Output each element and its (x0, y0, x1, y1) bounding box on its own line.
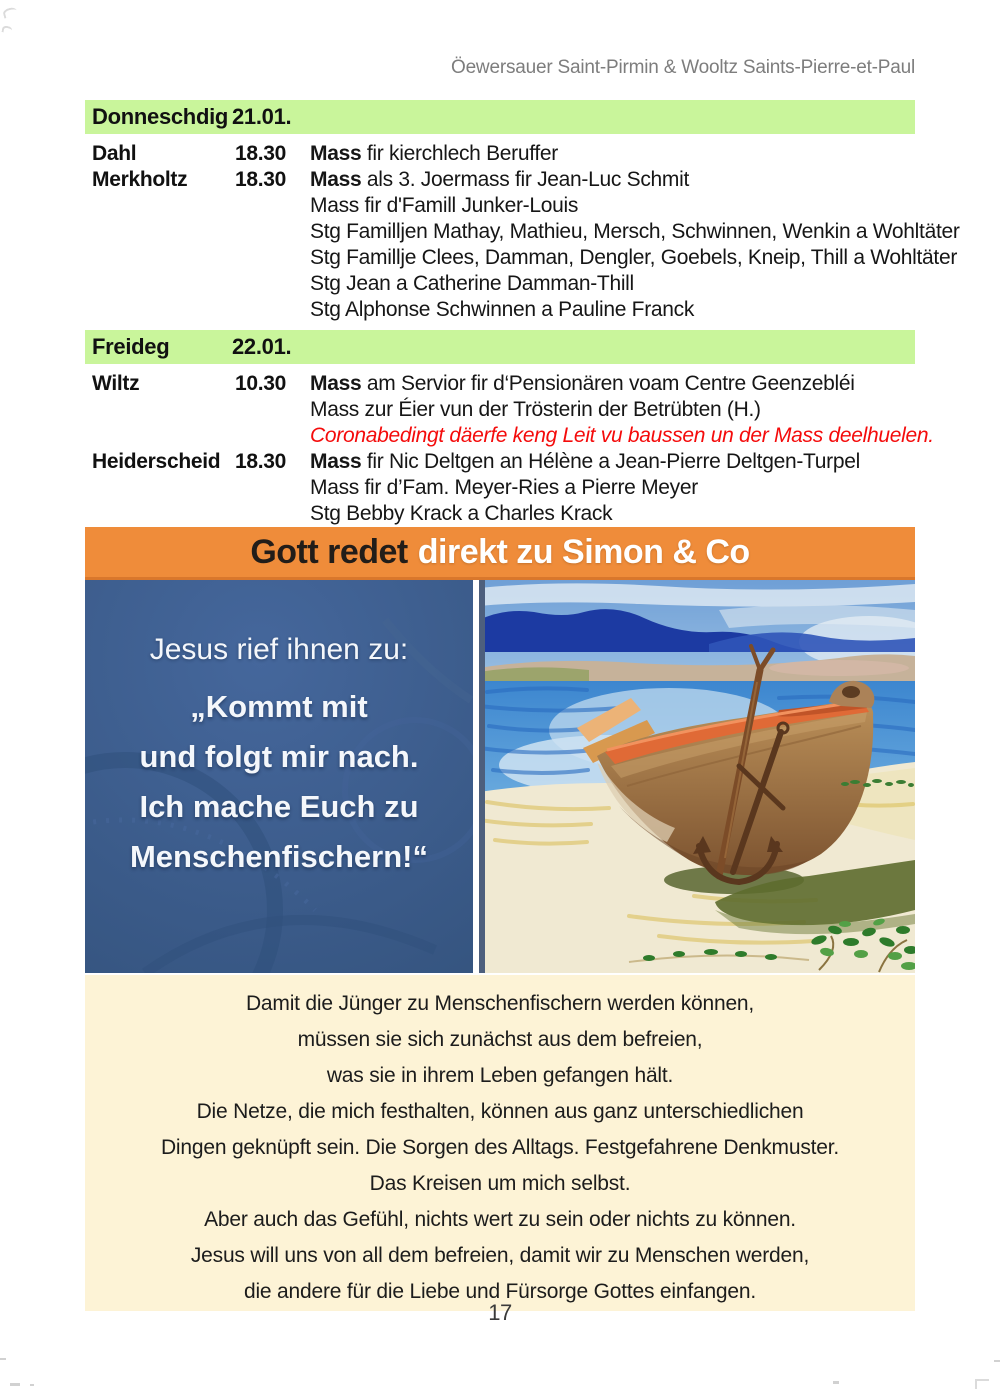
scan-artifact (10, 1383, 20, 1386)
location: Heiderscheid (92, 450, 221, 473)
day-banner-donneschdig (85, 100, 915, 134)
mass-line (310, 245, 997, 271)
page-number: 17 (488, 1300, 512, 1325)
mass-text: fir kierchlech Beruffer (361, 142, 559, 165)
mass-line (310, 397, 997, 423)
schedule-section-freideg (85, 371, 997, 527)
day-banner-freideg (85, 330, 915, 364)
mass-text: als 3. Joermass fir Jean-Luc Schmit (361, 168, 689, 191)
mass-descriptions (310, 167, 997, 323)
mass-keyword: Mass (310, 450, 362, 473)
corona-notice (310, 423, 997, 449)
quote-lines (85, 682, 473, 882)
scan-artifact (1, 25, 12, 34)
mass-text: fir Nic Deltgen an Hélène a Jean-Pierre Deltgen-Turpel (361, 450, 860, 473)
day-date: 22.01. (232, 334, 292, 359)
reflection-line: die andere für die Liebe und Fürsorge Gottes einfangen. (243, 1280, 757, 1303)
schedule-row-merkholtz (85, 167, 997, 323)
time: 18.30 (235, 168, 287, 191)
mass-line (310, 475, 997, 501)
mass-text: Coronabedingt däerfe keng Leit vu baussen un der Mass deelhuelen. (310, 424, 934, 447)
mass-text: Stg Familljen Mathay, Mathieu, Mersch, Schwinnen, Wenkin a Wohltäter (310, 220, 960, 243)
reflection-line: Dingen geknüpft sein. Die Sorgen des Alltags. Festgefahrene Denkmuster. (160, 1136, 840, 1159)
mass-line (310, 297, 997, 323)
mass-line (310, 167, 997, 193)
reflection-line: Damit die Jünger zu Menschenfischern werden können, (245, 992, 755, 1015)
quote-intro: Jesus rief ihnen zu: (149, 633, 409, 666)
mass-keyword: Mass (310, 168, 362, 191)
mass-text: Stg Jean a Catherine Damman-Thill (310, 272, 634, 295)
scan-artifact (0, 1358, 6, 1360)
reflection-box (85, 975, 915, 1311)
location: Wiltz (92, 372, 140, 395)
day-name: Freideg (92, 334, 170, 359)
time: 10.30 (235, 372, 287, 395)
parish-title: Öewersauer Saint-Pirmin & Wooltz Saints-Pierre-et-Paul (450, 57, 915, 78)
mass-text: Stg Famillje Clees, Damman, Dengler, Goebels, Kneip, Thill a Wohltäter (310, 246, 958, 269)
schedule-row-dahl (85, 141, 997, 167)
schedule-section-donneschdig (85, 141, 997, 323)
time: 18.30 (235, 142, 287, 165)
mass-text: Stg Bebby Krack a Charles Krack (310, 502, 613, 525)
poster-banner (85, 527, 915, 580)
mass-line (310, 449, 997, 475)
mass-descriptions (310, 371, 997, 449)
mass-text: Mass fir d’Fam. Meyer-Ries a Pierre Meyer (310, 476, 698, 499)
location: Dahl (92, 142, 137, 165)
scan-artifact (833, 1381, 839, 1384)
mass-text: am Servior fir d‘Pensionären voam Centre Geenzebléi (361, 372, 855, 395)
quote-line: und folgt mir nach. (139, 739, 419, 774)
time: 18.30 (235, 450, 287, 473)
quote-line: Menschenfischern!“ (129, 839, 428, 874)
mass-descriptions (310, 141, 997, 167)
page-header (85, 57, 915, 79)
jesus-quote-panel (85, 580, 473, 973)
mass-line (310, 371, 997, 397)
quote-text (85, 580, 473, 882)
mass-text: Mass fir d'Famill Junker-Louis (310, 194, 579, 217)
location: Merkholtz (92, 168, 188, 191)
scan-artifact (994, 1360, 1000, 1362)
mass-line (310, 141, 997, 167)
poster-banner-light-text: direkt zu Simon & Co (417, 533, 750, 571)
schedule-row-wiltz (85, 371, 997, 449)
painting-canvas (479, 580, 915, 973)
mass-text: Stg Alphonse Schwinnen a Pauline Franck (310, 298, 695, 321)
scan-artifact (975, 1379, 989, 1389)
quote-line: „Kommt mit (190, 689, 368, 724)
reflection-line: was sie in ihrem Leben gefangen hält. (326, 1064, 674, 1087)
scan-artifact (30, 1384, 34, 1386)
schedule-row-heiderscheid (85, 449, 997, 527)
day-date: 21.01. (232, 104, 292, 129)
reflection-line: müssen sie sich zunächst aus dem befreien, (297, 1028, 703, 1051)
scan-artifact (2, 6, 18, 18)
reflection-line: Das Kreisen um mich selbst. (369, 1172, 631, 1195)
quote-line: Ich mache Euch zu (139, 789, 419, 824)
poster-image-block (85, 527, 915, 973)
mass-descriptions (310, 449, 997, 527)
mass-line (310, 193, 997, 219)
mass-line (310, 271, 997, 297)
reflection-line: Jesus will uns von all dem befreien, damit wir zu Menschen werden, (190, 1244, 810, 1267)
mass-text: Mass zur Éier vun der Trösterin der Betrübten (H.) (310, 398, 761, 421)
mass-line (310, 219, 997, 245)
beach-boat-painting (479, 580, 915, 973)
mass-line (310, 501, 997, 527)
reflection-line: Aber auch das Gefühl, nichts wert zu sein oder nichts zu können. (204, 1208, 796, 1231)
mass-keyword: Mass (310, 372, 362, 395)
mass-keyword: Mass (310, 142, 362, 165)
day-name: Donneschdig (92, 104, 229, 129)
reflection-line: Die Netze, die mich festhalten, können aus ganz unterschiedlichen (196, 1100, 804, 1123)
poster-banner-dark-text: Gott redet (250, 533, 408, 571)
